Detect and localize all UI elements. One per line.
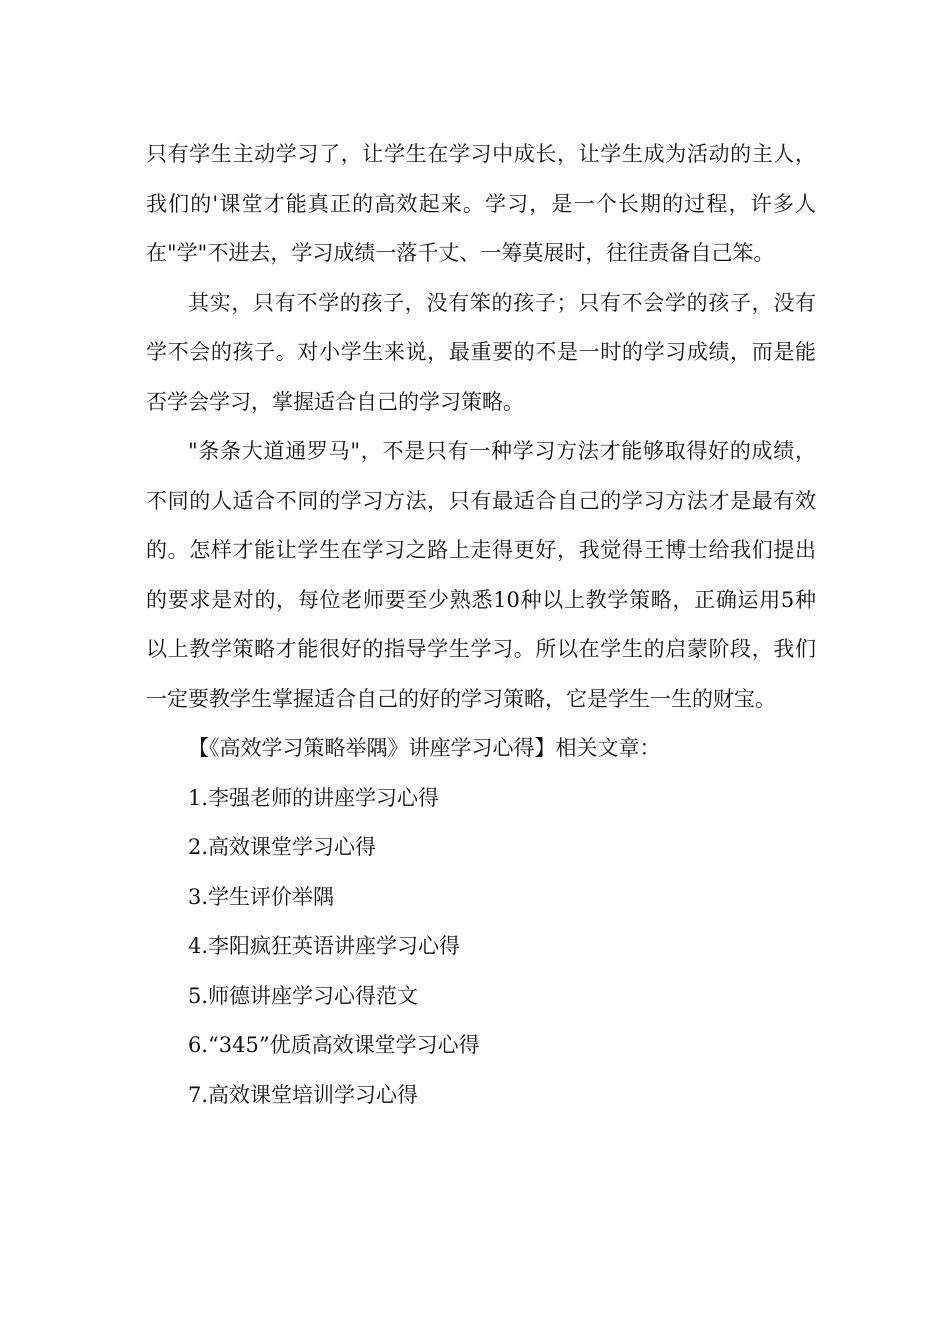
related-article-link[interactable]: 3.学生评价举隅 [188,884,335,909]
related-article-item[interactable] [188,823,816,873]
related-article-link[interactable]: 4.李阳疯狂英语讲座学习心得 [188,934,461,958]
related-articles-list [146,774,816,1121]
related-article-link[interactable]: 5.师德讲座学习心得范文 [188,983,419,1008]
related-article-link[interactable]: 2.高效课堂学习心得 [188,835,377,859]
related-article-item[interactable] [188,1071,816,1121]
body-paragraph-2: 其实，只有不学的孩子，没有笨的孩子；只有不会学的孩子，没有学不会的孩子。对小学生来说，最重要的不是一时的学习成绩，而是能否学会学习，掌握适合自己的学习策略。 [146,290,816,414]
related-article-item[interactable] [188,774,816,824]
related-article-link[interactable]: 7.高效课堂培训学习心得 [188,1082,419,1107]
related-article-item[interactable] [188,922,816,972]
body-paragraph-1: 只有学生主动学习了，让学生在学习中成长，让学生成为活动的主人，我们的'课堂才能真正的高效起来。学习，是一个长期的过程，许多人在"学"不进去，学习成绩一落千丈、一筹莫展时，往往责备自己笨。 [146,142,816,265]
document-body [146,130,816,1120]
related-article-item[interactable] [188,873,816,923]
related-article-link[interactable]: 1.李强老师的讲座学习心得 [188,785,440,810]
body-paragraph-3: "条条大道通罗马"，不是只有一种学习方法才能够取得好的成绩，不同的人适合不同的学习方法，只有最适合自己的学习方法才是最有效的。怎样才能让学生在学习之路上走得更好，我觉得王博士给我们提出的要求是对的，每位老师要至少熟悉10种以上教学策略，正确运用5种以上教学策略才能很好的指导学生学习。所以在学生的启蒙阶段，我们一定要教学生掌握适合自己的好的学习策略，它是学生一生的财宝。 [146,439,816,711]
related-article-item[interactable] [188,1021,816,1071]
related-articles-title: 【《高效学习策略举隅》讲座学习心得】相关文章： [188,736,661,760]
related-article-link[interactable]: 6.“345”优质高效课堂学习心得 [188,1033,480,1057]
related-article-item[interactable] [188,972,816,1022]
